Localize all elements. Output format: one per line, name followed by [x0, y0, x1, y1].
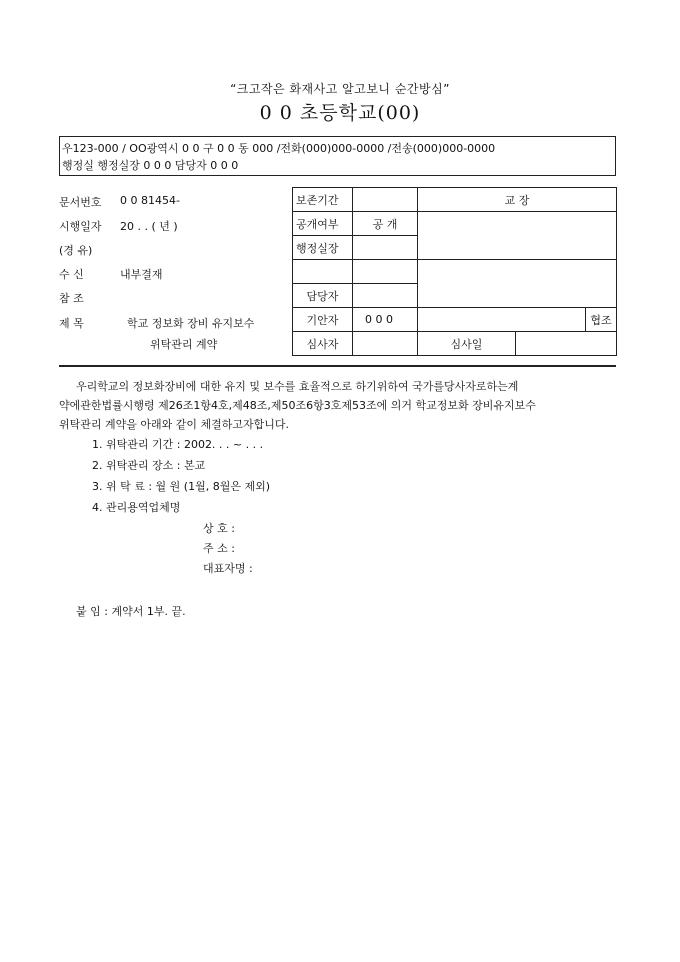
divider-line [59, 365, 616, 367]
admin-head-sign [353, 236, 418, 260]
coop-sign-box [418, 308, 586, 332]
address-line-2: 행정실 행정실장 0 0 0 담당자 0 0 0 [62, 159, 239, 172]
drafter-value: 0 0 0 [353, 308, 418, 332]
doc-no-label: 문서번호 [59, 196, 102, 209]
approval-table [292, 187, 617, 356]
blank-label [293, 260, 353, 284]
item-4: 4. 관리용역업체명 [92, 501, 181, 514]
subject-label: 제 목 [59, 317, 84, 330]
admin-head-label: 행정실장 [293, 236, 353, 260]
attachment-line: 붙 임 : 계약서 1부. 끝. [76, 605, 186, 618]
address-label: 주 소 : [203, 542, 235, 555]
date-value: 20 . . ( 년 ) [120, 220, 178, 233]
school-title: 0 0 초등학교(00) [259, 102, 421, 124]
via-label: (경 유) [59, 244, 93, 257]
subject-line-1: 학교 정보화 장비 유지보수 [127, 317, 255, 330]
para-line-3: 위탁관리 계약을 아래와 같이 체결하고자합니다. [59, 418, 290, 431]
review-date-label: 심사일 [418, 332, 516, 356]
recipient-label: 수 신 [59, 268, 84, 281]
disclosure-label: 공개여부 [293, 212, 353, 236]
manager-label: 담당자 [293, 284, 353, 308]
retention-value [353, 188, 418, 212]
principal-sign-box [418, 212, 617, 260]
para-line-1: 우리학교의 정보화장비에 대한 유지 및 보수를 효율적으로 하기위하여 국가를당사자로하는계 [76, 380, 519, 393]
recipient-value: 내부결재 [120, 268, 163, 281]
item-1: 1. 위탁관리 기간 : 2002. . . ~ . . . [92, 438, 264, 451]
slogan: “크고작은 화재사고 알고보니 순간방심” [230, 82, 450, 96]
address-line-1: 우123-000 / OO광역시 0 0 구 0 0 동 000 /전화(000)000-0000 /전송(000)000-0000 [62, 142, 496, 155]
retention-label: 보존기간 [293, 188, 353, 212]
disclosure-value: 공 개 [353, 212, 418, 236]
reviewer-sign [353, 332, 418, 356]
date-label: 시행일자 [59, 220, 102, 233]
subject-line-2: 위탁관리 계약 [150, 338, 218, 351]
reviewer-label: 심사자 [293, 332, 353, 356]
review-date-value [516, 332, 617, 356]
item-3: 3. 위 탁 료 : 월 원 (1월, 8월은 제외) [92, 480, 271, 493]
item-2: 2. 위탁관리 장소 : 본교 [92, 459, 206, 472]
address-box [59, 136, 616, 176]
trade-name-label: 상 호 : [203, 522, 235, 535]
rep-name-label: 대표자명 : [203, 562, 253, 575]
principal-label: 교 장 [418, 188, 617, 212]
doc-no-value: 0 0 81454- [120, 194, 180, 207]
coop-label: 협조 [586, 308, 617, 332]
manager-sign [353, 284, 418, 308]
blank-value [353, 260, 418, 284]
admin-sign-box [418, 260, 617, 308]
ref-label: 참 조 [59, 292, 84, 305]
drafter-label: 기안자 [293, 308, 353, 332]
para-line-2: 약에관한법률시행령 제26조1항4호,제48조,제50조6항3호제53조에 의거 학교정보화 장비유지보수 [59, 399, 536, 412]
